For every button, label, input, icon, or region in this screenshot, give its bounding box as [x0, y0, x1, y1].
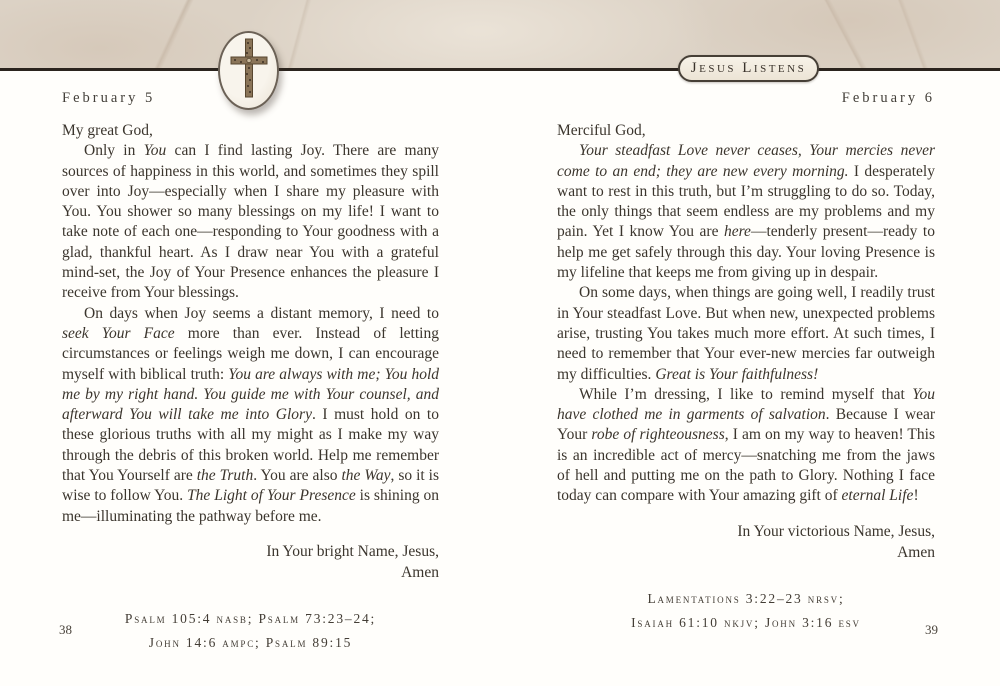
scripture-reference-line: John 14:6 ampc; Psalm 89:15: [148, 634, 353, 650]
jesus-listens-badge: [678, 55, 819, 82]
scripture-references: [557, 587, 935, 635]
closing-signature: [557, 521, 935, 563]
scripture-reference-line: Psalm 105:4 nasb; Psalm 73:23–24;: [124, 610, 377, 626]
page-number: 39: [925, 622, 938, 637]
left-page-body: [62, 121, 439, 655]
devotion-paragraph: Only in You can I find lasting Joy. There are many sources of happiness in this world, and sometimes they spill over into Joy—especially when I share my pleasure with You. You shower so many blessings on my life! I want to take note of each one—responding to Your goodness with a glad, thankful heart. As I draw near You with a grateful mind-set, the Joy of Your Presence enhances the pleasure I receive from Your blessings.: [62, 142, 439, 302]
closing-line: In Your bright Name, Jesus,: [266, 542, 439, 560]
closing-amen: Amen: [401, 563, 439, 581]
salutation: Merciful God,: [557, 122, 646, 139]
right-page-date: February 6: [841, 90, 935, 106]
devotion-paragraphs: [557, 141, 935, 506]
right-page: [557, 0, 938, 686]
salutation: My great God,: [62, 122, 153, 139]
scripture-reference-line: Isaiah 61:10 nkjv; John 3:16 esv: [631, 614, 861, 630]
left-page-date: February 5: [62, 90, 156, 106]
devotion-paragraph: On some days, when things are going well, I readily trust in Your steadfast Love. But when new, unexpected problems arise, trusting You takes much more effort. At such times, I need to remember that Your ever-new mercies far outweigh my difficulties. Great is Your faithfulness!: [557, 284, 935, 383]
jesus-listens-badge-label: Jesus Listens: [690, 60, 807, 76]
closing-amen: Amen: [897, 543, 935, 561]
closing-line: In Your victorious Name, Jesus,: [737, 522, 935, 540]
scripture-references: [62, 607, 439, 655]
devotion-paragraph: Your steadfast Love never ceases, Your mercies never come to an end; they are new every morning. I desperately want to rest in this truth, but I’m struggling to do so. Today, the only things that seem endless are my problems and my pain. Yet I know You are here—tenderly present—ready to help me get safely through this day. Your loving Presence is my lifeline that keeps me from giving up in despair.: [557, 142, 935, 282]
devotion-paragraph: While I’m dressing, I like to remind myself that You have clothed me in garments of salvation. Because I wear Your robe of righteousness, I am on my way to heaven! This is an incredible act of mercy—snatching me from the jaws of hell and putting me on the path to Glory. Nothing I face today can compare with Your amazing gift of eternal Life!: [557, 385, 935, 505]
scripture-reference-line: Lamentations 3:22–23 nrsv;: [647, 590, 845, 606]
closing-signature: [62, 541, 439, 583]
cross-medallion: [218, 31, 279, 110]
right-page-body: [557, 121, 935, 635]
page-number: 38: [59, 622, 72, 637]
cross-icon: [229, 37, 269, 104]
devotion-paragraphs: [62, 141, 439, 527]
devotion-paragraph: On days when Joy seems a distant memory, I need to seek Your Face more than ever. Instead of letting circumstances or feelings weigh me down, I can encourage myself with biblical truth: You are always with me; You hold me by my right hand. You guide me with Your counsel, and afterward You will take me into Glory. I must hold on to these glorious truths with all my might as I make my way through the debris of this broken world. Help me remember that You Yourself are the Truth. You are also the Way, so it is wise to follow You. The Light of Your Presence is shining on me—illuminating the pathway before me.: [62, 304, 440, 525]
